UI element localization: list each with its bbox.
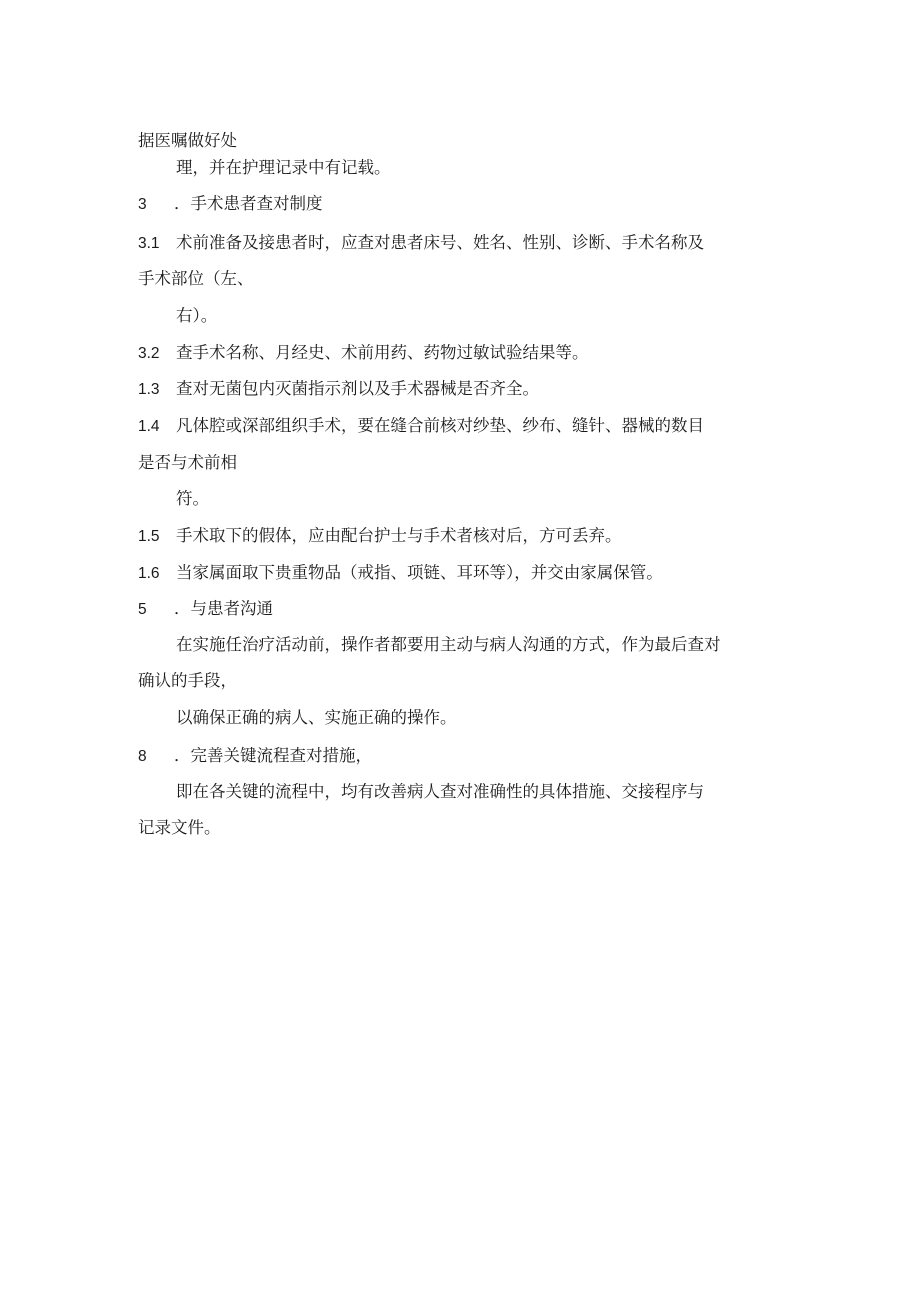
line-text: 记录文件。 [138,818,221,837]
item-3-2 [138,342,589,364]
line-text: 凡体腔或深部组织手术，要在缝合前核对纱垫、纱布、缝针、器械的数目 [176,416,704,435]
text-line-5 [138,268,254,290]
text-line-10 [138,452,237,474]
text-line-1 [138,130,237,152]
line-text: ．手术患者查对制度 [174,194,323,213]
text-line-15 [176,634,721,656]
section-number: 3 [138,196,147,213]
item-number: 1.5 [138,528,160,545]
text-line-16 [138,670,237,692]
line-text: 查手术名称、月经史、术前用药、药物过敏试验结果等。 [176,343,589,362]
item-number: 3.2 [138,345,160,362]
line-text: 是否与术前相 [138,453,237,472]
item-1-5 [138,525,622,547]
line-text: 以确保正确的病人、实施正确的操作。 [176,708,457,727]
item-number: 1.3 [138,381,160,398]
text-line-6 [176,305,217,327]
section-heading-3 [138,193,323,215]
text-line-19 [176,781,704,803]
line-text: 当家属面取下贵重物品（戒指、项链、耳环等），并交由家属保管。 [176,563,663,582]
line-text: 理，并在护理记录中有记载。 [176,158,391,177]
line-text: 手术部位（左、 [138,269,254,288]
line-text: 术前准备及接患者时，应查对患者床号、姓名、性别、诊断、手术名称及 [176,233,704,252]
line-text: ．与患者沟通 [174,599,273,618]
line-text: 在实施任治疗活动前，操作者都要用主动与病人沟通的方式，作为最后查对 [176,635,721,654]
item-1-3 [138,378,539,400]
section-number: 8 [138,748,147,765]
item-1-4 [138,415,704,437]
line-text: 符。 [176,489,209,508]
text-line-20 [138,817,221,839]
item-3-1 [138,232,704,254]
section-number: 5 [138,601,147,618]
line-text: 查对无菌包内灭菌指示剂以及手术器械是否齐全。 [176,379,539,398]
line-text: 确认的手段， [138,671,237,690]
item-number: 3.1 [138,235,160,252]
section-heading-5 [138,598,273,620]
line-text: 右）。 [176,306,218,325]
line-text: 即在各关键的流程中，均有改善病人查对准确性的具体措施、交接程序与 [176,782,704,801]
text-line-2 [176,157,391,179]
line-text: 据医嘱做好处 [138,131,237,150]
item-number: 1.6 [138,565,160,582]
text-line-11 [176,488,209,510]
section-heading-8 [138,745,372,767]
line-text: ．完善关键流程查对措施， [174,746,372,765]
item-1-6 [138,562,663,584]
line-text: 手术取下的假体，应由配台护士与手术者核对后，方可丢弃。 [176,526,622,545]
item-number: 1.4 [138,418,160,435]
text-line-17 [176,707,457,729]
